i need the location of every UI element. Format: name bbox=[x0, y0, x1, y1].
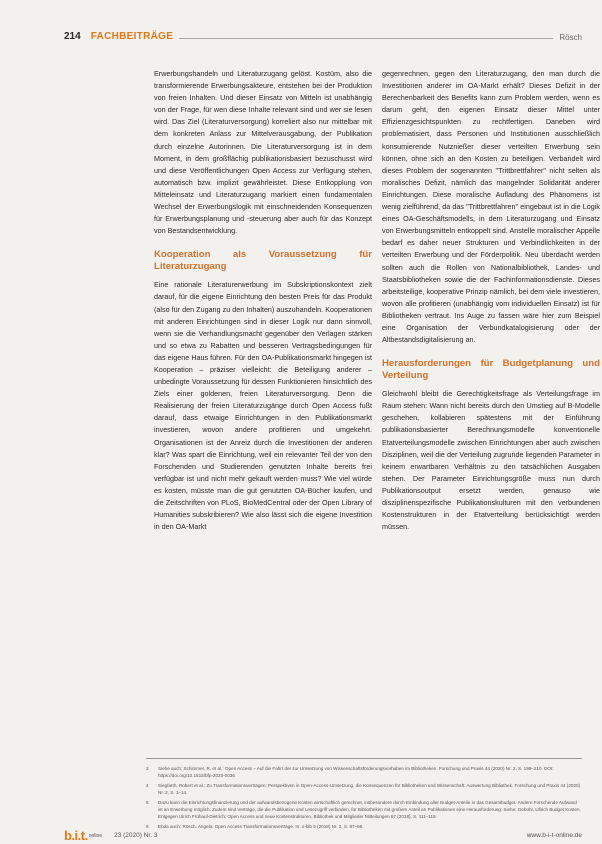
footnote-number: 6 bbox=[146, 824, 149, 829]
footnote bbox=[146, 799, 582, 820]
footnote bbox=[146, 765, 582, 779]
section-heading: Herausforderungen für Budgetplanung und Verteilung bbox=[382, 358, 600, 382]
journal-logo bbox=[64, 828, 88, 843]
logo-main: b.i.t. bbox=[64, 828, 88, 843]
logo-suffix: online bbox=[88, 832, 103, 839]
page-footer bbox=[64, 828, 582, 843]
paragraph: Gleichwohl bleibt die Gerechtigkeitsfrage als Verteilungsfrage im Raum stehen: Wann nicht bereits durch den Umstieg auf B-Modelle geschehen, kollabieren spätestens mit der Einführung publikationsbasierter Berechnungsmodelle konventionelle Etatverteilungsmodelle zwischen Einrichtungen aber auch zwischen Disziplinen, weil die der Verteilung zugrunde liegenden Parameter in keinem erwartbaren Verhältnis zu den tatsächlichen Ausgaben stehen. Der Parameter Einrichtungsgröße muss nun durch Publikationsoutput ersetzt werden, genauso wie disziplinenspezifische Publikationskulturen mit den verbundenen Kostenstrukturen in der Etatverteilung berücksichtigt werden müssen. bbox=[382, 389, 600, 532]
footnote-text: Dazu kann die Einrichtungsfinanzierung und der aufwandsbezogene Kosten wirtschaftlich gerechnet, insbesondere durch Einbindung aller Budget-Anteile in das Gesamtbudget. Andere Forschende Aufwand ist an Erwerbung möglich. Zudem sind Verträge, die die Publikation und Lesezugriff verbinden, für Bibliotheken mit großem Anteil an Publikationen eine Herausforderung. Siehe: Gebühr, Ullrich Budget Kosten. Entgegen Ulrich Frühauf-Dietrich: Open Access und neue Kostenstrukturen, Bibliothek und Mitglieder Mitteilungen 57 (2018), S. 111–119. bbox=[158, 800, 581, 819]
paragraph: Erwerbungshandeln und Literaturzugang gelöst. Kostüm, also die transformierende Erwerbungsakteure, entstehen bei der Produktion von freien Inhalten. Und dieser Einsatz von Mitteln ist unabhängig von der Frage, für wen diese Inhalte relevant sind und wer sie lesen wird. Das Ziel (Literaturversorgung) korreliert also nur mittelbar mit dem konkreten Anlass zur Mittelverausgabung, der Publikation durch einzelne Autorinnen. Die Literaturversorgung ist in dem Moment, in dem großflächig publikationsbasiert bezuschusst wird und diese Veröffentlichungen Open Access zur Verfügung stehen, automatisch bzw. implizit gewährleistet. Diese Entkopplung von Mitteleinsatz und Literaturzugang markiert einen fundamentalen Wechsel der Erwerbungslogik mit einschneidenden Konsequenzen für Erwerbungsplanung und -steuerung aber auch für das Konzept von Bestandsentwicklung. bbox=[154, 69, 372, 236]
page-header bbox=[64, 28, 582, 42]
paragraph: gegenrechnen, gegen den Literaturzugang, den man durch die Investitionen anderer im OA-Markt erhält? Dieses Defizit in der Berechenbarkeit des Benefits kann zum Problem werden, wenn es darum geht, den eigenen Einsatz dieser Mittel unter Effizienzgesichtspunkten zu rechtfertigen. Daneben wird problematisiert, dass Personen und Institutionen ausschließlich konsumierende Nutznießer dieser verteilten Erwerbung sein können, ohne sich an den Kosten zu beteiligen. Verbandelt wird dieses Problem der sogenannten "Trittbrettfahrer" nicht selten als moralisches Defizit, nämlich das mangelnder Solidarität anderer Einrichtungen. Diese moralische Aufladung des Phänomens ist wenig zielführend, da das "Trittbrettfahren" eingebaut ist in die Logik eines OA-Geschäftsmodells, in dem Literaturzugang und Einsatz von Erwerbungsmitteln entkoppelt sind. Anstelle moralischer Appelle bedarf es daher neuer Strukturen und Verbindlichkeiten in der verteilten Erwerbung und der Förderpolitik. Neu überdacht werden sollten auch die Rollen von Nationalbibliothek, Landes- und Staatsbibliotheken sowie die der Fachinformationsdienste. Dieses arbeitsteilige, kooperative Prinzip nämlich, bei dem viele investieren, wovon alle profitieren (unabhängig vom individuellen Einsatz) ist für Bibliotheken vertraut. Ins Auge zu fassen wäre hier zum Beispiel eine Organisation der Verbundkatalogisierung oder der Altbestandsdigitalisierung an. bbox=[382, 69, 600, 345]
footnote-text: Siehe auch: Schimmer, R. et al.: Open Access – Auf die Fahrt der zur Umsetzung von Wissenschaftsförderungsvorhaben im Bibliotheken. Forschung und Praxis 44 (2020) Nr. 2, S. 199–210. DOI: https://doi.org/10.1515/bfp-2020-0036 bbox=[158, 766, 554, 778]
footnotes bbox=[146, 758, 582, 833]
paragraph: Eine rationale Literaturerwerbung im Subskriptionskontext zielt darauf, für die eigene Einrichtung den besten Preis für das Produkt (also für den Zugang zu den Inhalten) auszuhandeln. Kooperationen mit anderen Einrichtungen sind in dieser Logik nur dann sinnvoll, wenn sie die Verhandlungsmacht gegenüber den Verlagen stärken und so etwa zu Rabatten und besseren Vertragsbedingungen für das eigene Haus führen. Für den OA-Publikationsmarkt hingegen ist Kooperation – präziser vielleicht: die Beteiligung anderer – unbedingte Voraussetzung für dessen Funktionieren hinsichtlich des Ziels einer goldenen, freien Literaturversorgung. Denn die Realisierung der freien Literaturzugänge durch Open Access fußt darauf, dass etwaige Einrichtungen in den Publikationsmarkt investieren, wovon andere profitieren und umgekehrt. Organisationen ist der Anreiz durch die Investitionen der anderen klar? Was spart die Einrichtung, weil ein relevanter Teil der von den Forschenden und Studierenden genutzten Inhalte bereits frei verfügbar ist und nicht mehr gekauft werden muss? Wie viel würde es kosten, müsste man die gut genutzten OA-Bücher kaufen, und die Zeitschriften von PLoS, BioMedCentral oder der Open Library of Humanities subskribieren? Wie also lässt sich die eigene Investition in den OA-Markt bbox=[154, 280, 372, 532]
page-number: 214 bbox=[64, 31, 81, 42]
footnote bbox=[146, 782, 582, 796]
website-url: www.b-i-t-online.de bbox=[526, 832, 582, 839]
right-column bbox=[382, 68, 600, 533]
footnote-number: 4 bbox=[146, 783, 149, 788]
footnote-number: 5 bbox=[146, 800, 149, 805]
footnote-text: Siegfarth, Robert et al.: Zu Transformationsverträgen: Perspektiven in Open-Access-Umsetzung, die Konsequenzen für Bibliotheken und Wissenschaft. Auswertung Bibliothek, Forschung und Praxis 44 (2020) Nr. 2, S. 1–14. bbox=[158, 783, 581, 795]
footnote-text: Ebda auch: Rösch, Angela: Open Access Transformationsverträge. In: o-bib 5 (2018) Nr. 2, S. 97–99. bbox=[158, 824, 364, 829]
footnote-number: 3 bbox=[146, 766, 149, 771]
section-title: FACHBEITRÄGE bbox=[90, 31, 174, 42]
section-heading: Kooperation als Voraussetzung für Literaturzugang bbox=[154, 249, 372, 273]
issue-info: 23 (2020) Nr. 3 bbox=[114, 832, 158, 839]
left-column bbox=[154, 68, 372, 533]
running-author: Rösch bbox=[559, 33, 582, 42]
header-rule bbox=[179, 38, 553, 39]
